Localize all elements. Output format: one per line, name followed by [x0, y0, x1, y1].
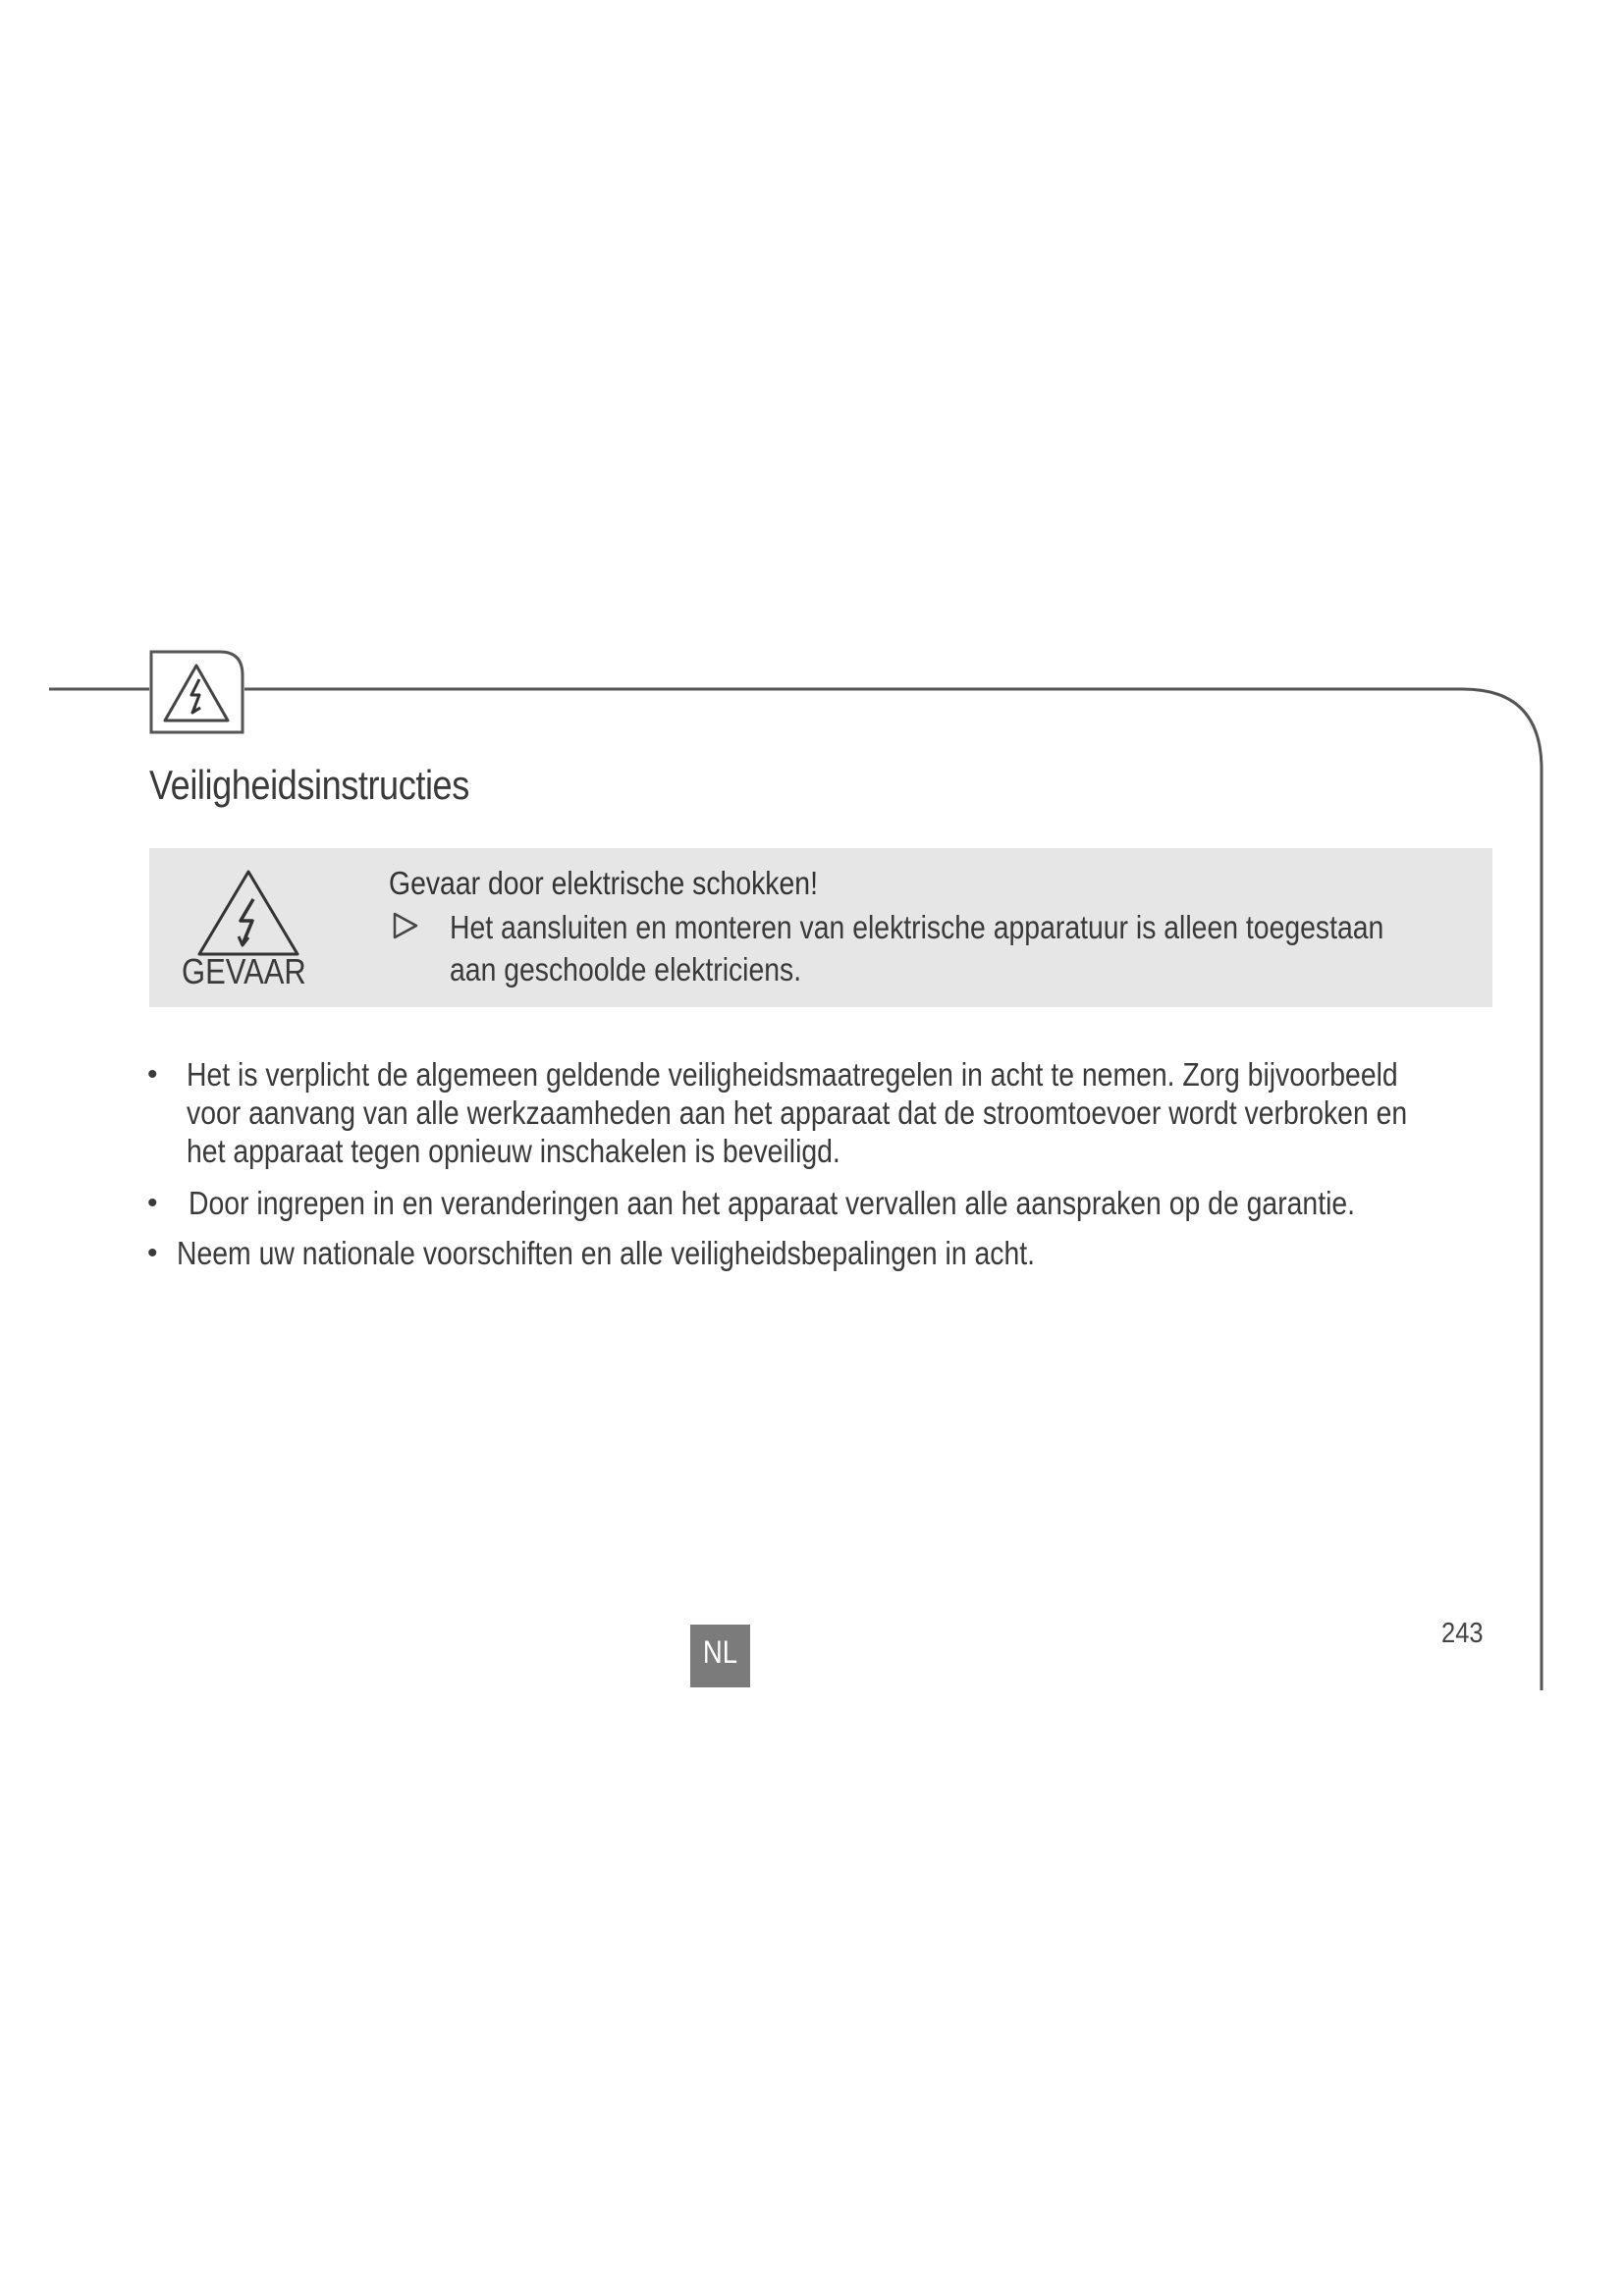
list-item-line: het apparaat tegen opnieuw inschakelen is beveiligd.	[187, 1133, 840, 1169]
bullet-dot: •	[147, 1058, 158, 1091]
language-label: NL	[702, 1634, 738, 1670]
list-item-text	[177, 1234, 1035, 1272]
danger-heading: Gevaar door elektrische schokken!	[389, 865, 818, 901]
danger-text-line: aan geschoolde elektriciens.	[450, 951, 802, 988]
language-tab	[690, 1625, 750, 1687]
page-number: 243	[1441, 1618, 1484, 1649]
electric-hazard-warning-icon	[194, 866, 302, 960]
list-item-line: Door ingrepen in en veranderingen aan het apparaat vervallen alle aanspraken op de garantie.	[189, 1185, 1356, 1221]
danger-label: GEVAAR	[182, 951, 306, 991]
danger-text	[450, 906, 1489, 990]
list-item-line: Het is verplicht de algemeen geldende veiligheidsmaatregelen in acht te nemen. Zorg bijvoorbeeld	[187, 1056, 1398, 1093]
list-item-line: voor aanvang van alle werkzaamheden aan het apparaat dat de stroomtoevoer wordt verbroken en	[187, 1095, 1408, 1131]
list-item-text	[189, 1184, 1355, 1222]
bullet-dot: •	[147, 1187, 158, 1219]
electric-hazard-icon	[149, 650, 244, 734]
danger-text-line: Het aansluiten en monteren van elektrische apparatuur is alleen toegestaan	[450, 909, 1384, 945]
list-item-line: Neem uw nationale voorschiften en alle veiligheidsbepalingen in acht.	[177, 1235, 1036, 1271]
page-title: Veiligheidsinstructies	[149, 762, 469, 808]
arrow-right-icon	[392, 911, 419, 940]
bullet-dot: •	[147, 1237, 158, 1269]
danger-notice	[149, 848, 1492, 1007]
list-item-text	[187, 1055, 1407, 1170]
